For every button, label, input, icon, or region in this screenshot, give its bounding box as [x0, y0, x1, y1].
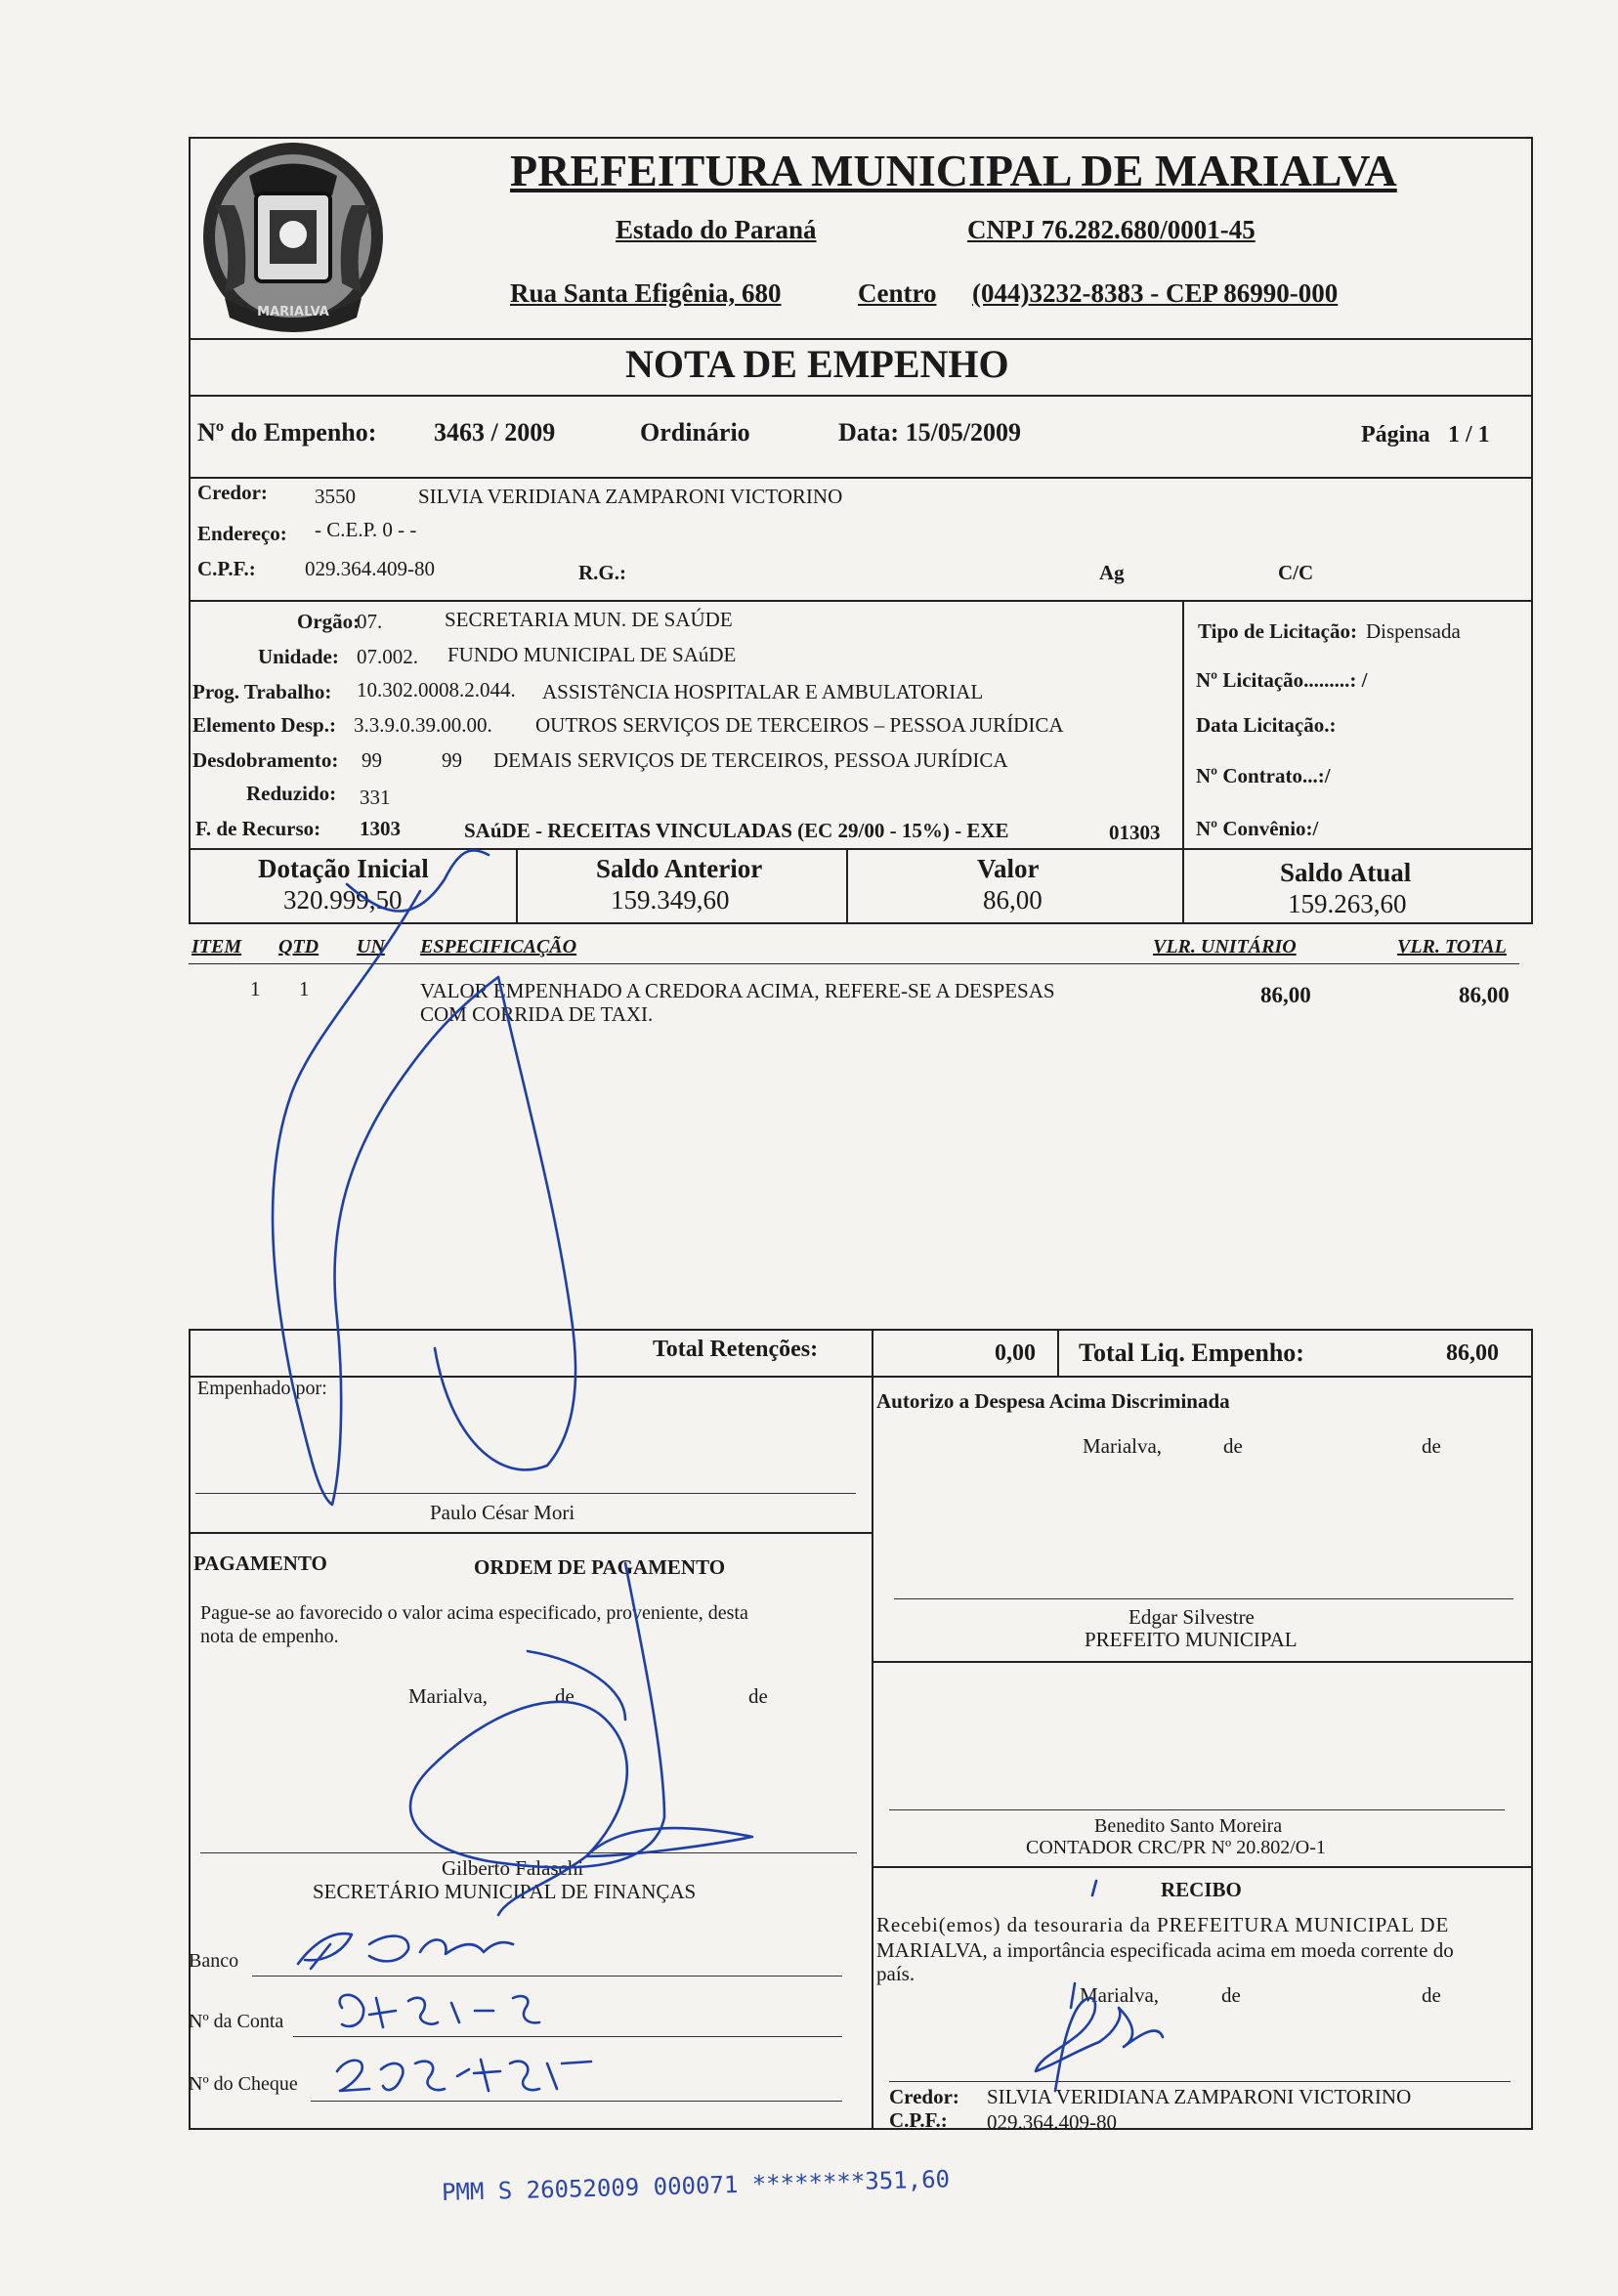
contador-role: CONTADOR CRC/PR Nº 20.802/O-1: [1026, 1837, 1326, 1858]
page-label: Página: [1361, 422, 1430, 447]
licitacao-convenio: Nº Convênio:/: [1196, 817, 1319, 840]
header-cnpj: CNPJ 76.282.680/0001-45: [967, 215, 1256, 244]
page-number: 1 / 1: [1448, 422, 1490, 447]
pagamento-top-line: [189, 1532, 873, 1534]
total-retencoes-label: Total Retenções:: [653, 1337, 819, 1362]
desdobramento-code1: 99: [362, 748, 382, 772]
rg-label: R.G.:: [578, 561, 626, 584]
prog-label: Prog. Trabalho:: [192, 680, 332, 703]
autorizo-de2: de: [1422, 1434, 1441, 1458]
credor-label: Credor:: [197, 481, 268, 504]
fonte-name: SAúDE - RECEITAS VINCULADAS (EC 29/00 - 15%) - EXE: [464, 819, 1009, 842]
prefeito-role: PREFEITO MUNICIPAL: [1085, 1628, 1298, 1651]
coat-of-arms-logo: [195, 137, 391, 337]
empenhado-label: Empenhado por:: [197, 1378, 327, 1399]
header-title: PREFEITURA MUNICIPAL DE MARIALVA: [510, 146, 1397, 195]
licitacao-data: Data Licitação.:: [1196, 713, 1337, 737]
endereco-label: Endereço:: [197, 522, 287, 545]
pagamento-de1: de: [555, 1684, 575, 1708]
autorizo-title: Autorizo a Despesa Acima Discriminada: [876, 1389, 1230, 1413]
values-div1: [516, 848, 518, 924]
unidade-code: 07.002.: [357, 645, 418, 668]
elemento-name: OUTROS SERVIÇOS DE TERCEIROS – PESSOA JURÍDICA: [535, 713, 1064, 737]
contador-signature-line: [889, 1809, 1505, 1810]
banco-label: Banco: [189, 1950, 239, 1972]
valor-label: Valor: [977, 854, 1040, 883]
doc-title: NOTA DE EMPENHO: [625, 342, 1009, 386]
ag-label: Ag: [1099, 561, 1125, 584]
ordem-pagamento: ORDEM DE PAGAMENTO: [474, 1555, 726, 1579]
header-street: Rua Santa Efigênia, 680: [510, 278, 782, 308]
lower-divider: [872, 1376, 873, 2130]
recibo-de1: de: [1221, 1983, 1241, 2007]
item-1-desc2: COM CORRIDA DE TAXI.: [420, 1002, 654, 1026]
values-div3: [1182, 848, 1184, 924]
prefeito-name: Edgar Silvestre: [1128, 1605, 1255, 1629]
reduzido-value: 331: [360, 786, 391, 809]
col-vlr-total: VLR. TOTAL: [1397, 936, 1507, 957]
empenho-date: Data: 15/05/2009: [838, 418, 1022, 446]
desdobramento-name: DEMAIS SERVIÇOS DE TERCEIROS, PESSOA JURÍDICA: [493, 748, 1008, 772]
autorizo-place: Marialva,: [1083, 1434, 1163, 1458]
contador-name: Benedito Santo Moreira: [1094, 1815, 1283, 1837]
header-state: Estado do Paraná: [616, 215, 817, 244]
empenhado-signature-line: [195, 1493, 856, 1494]
values-div2: [846, 848, 848, 924]
recibo-place: Marialva,: [1080, 1983, 1160, 2007]
total-liq-label: Total Liq. Empenho:: [1079, 1339, 1304, 1367]
licitacao-tipo-label: Tipo de Licitação:: [1198, 619, 1357, 643]
item-1-vlr-total: 86,00: [1459, 983, 1510, 1007]
bank-stamp: PMM S 26052009 000071 ********351,60: [441, 2165, 951, 2206]
elemento-code: 3.3.9.0.39.00.00.: [354, 713, 492, 737]
pagamento-text2: nota de empenho.: [200, 1626, 339, 1647]
item-1-vlr-unit: 86,00: [1260, 983, 1311, 1007]
empenho-number: 3463 / 2009: [434, 418, 556, 446]
fonte-code: 1303: [360, 817, 401, 840]
svg-text:MARIALVA: MARIALVA: [257, 305, 329, 319]
cc-label: C/C: [1278, 561, 1314, 584]
fonte-label: F. de Recurso:: [195, 817, 321, 840]
desdobramento-code2: 99: [442, 748, 462, 772]
licitacao-contrato: Nº Contrato...:/: [1196, 764, 1331, 787]
secretario-signature-line: [200, 1852, 857, 1853]
credor-code: 3550: [315, 485, 356, 508]
prog-code: 10.302.0008.2.044.: [357, 678, 516, 702]
recibo-de2: de: [1422, 1983, 1441, 2007]
secretario-name: Gilberto Falaschi: [442, 1856, 584, 1880]
saldo-anterior-label: Saldo Anterior: [596, 854, 763, 883]
col-item: ITEM: [192, 936, 242, 957]
orgao-label: Orgão:: [297, 610, 361, 633]
saldo-atual-label: Saldo Atual: [1280, 858, 1412, 887]
dotacao-label: Dotação Inicial: [258, 854, 429, 883]
cheque-label: Nº do Cheque: [189, 2073, 298, 2095]
item-1-desc1: VALOR EMPENHADO A CREDORA ACIMA, REFERE-SE A DESPESAS: [420, 979, 1055, 1002]
header-phone-cep: (044)3232-8383 - CEP 86990-000: [972, 278, 1339, 308]
saldo-anterior-value: 159.349,60: [611, 885, 730, 914]
recibo-cpf-label: C.P.F.:: [889, 2108, 948, 2132]
credor-name: SILVIA VERIDIANA ZAMPARONI VICTORINO: [418, 485, 843, 508]
recibo-title: RECIBO: [1161, 1878, 1242, 1901]
recibo-text1: Recebi(emos) da tesouraria da PREFEITURA MUNICIPAL DE: [876, 1913, 1450, 1936]
contador-top-line: [872, 1661, 1533, 1663]
dotacao-value: 320.999,50: [283, 885, 403, 914]
recibo-cpf-value: 029.364.409-80: [987, 2110, 1117, 2134]
totals-div2: [1057, 1329, 1059, 1378]
col-qtd: QTD: [278, 936, 319, 957]
fonte-number: 01303: [1109, 821, 1161, 844]
col-especificacao: ESPECIFICAÇÃO: [420, 936, 577, 957]
autorizo-de1: de: [1223, 1434, 1243, 1458]
cheque-line: [311, 2101, 842, 2102]
conta-line: [293, 2036, 842, 2037]
orgao-name: SECRETARIA MUN. DE SAÚDE: [445, 608, 733, 631]
prefeito-signature-line: [894, 1598, 1513, 1599]
recibo-credor-label: Credor:: [889, 2085, 959, 2108]
items-header-line: [189, 963, 1519, 964]
empenhado-name: Paulo César Mori: [430, 1501, 575, 1524]
pagamento-de2: de: [748, 1684, 768, 1708]
total-retencoes-value: 0,00: [995, 1340, 1036, 1366]
item-1-qtd: 1: [299, 977, 310, 1000]
endereco-value: - C.E.P. 0 - -: [315, 518, 417, 541]
pagamento-text1: Pague-se ao favorecido o valor acima especificado, proveniente, desta: [200, 1602, 748, 1624]
recibo-text3: país.: [876, 1962, 915, 1985]
recibo-top-line: [872, 1866, 1533, 1868]
lower-frame: [189, 1376, 1533, 2130]
saldo-atual-value: 159.263,60: [1288, 889, 1407, 918]
banco-line: [252, 1976, 842, 1977]
conta-label: Nº da Conta: [189, 2011, 284, 2032]
total-liq-value: 86,00: [1446, 1340, 1499, 1366]
prog-name: ASSISTêNCIA HOSPITALAR E AMBULATORIAL: [542, 680, 984, 703]
recibo-signature-line: [889, 2081, 1511, 2082]
licitacao-tipo: Dispensada: [1366, 619, 1461, 643]
licitacao-numero: Nº Licitação.........: /: [1196, 668, 1368, 692]
recibo-text2: MARIALVA, a importância especificada acima em moeda corrente do: [876, 1938, 1454, 1962]
header-district: Centro: [858, 278, 937, 308]
reduzido-label: Reduzido:: [246, 782, 337, 805]
empenho-type: Ordinário: [640, 418, 750, 446]
elemento-label: Elemento Desp.:: [192, 713, 336, 737]
pagamento-place: Marialva,: [408, 1684, 489, 1708]
totals-box: [189, 1329, 1533, 1378]
desdobramento-label: Desdobramento:: [192, 748, 339, 772]
valor-value: 86,00: [983, 885, 1043, 914]
orgao-code: 07.: [357, 610, 383, 633]
pagamento-title: PAGAMENTO: [193, 1552, 327, 1575]
unidade-label: Unidade:: [258, 645, 339, 668]
budget-divider: [1182, 600, 1184, 850]
totals-div1: [872, 1329, 873, 1378]
col-un: UN: [357, 936, 385, 957]
item-1-number: 1: [250, 977, 261, 1000]
col-vlr-unitario: VLR. UNITÁRIO: [1153, 936, 1297, 957]
unidade-name: FUNDO MUNICIPAL DE SAúDE: [447, 643, 737, 666]
empenho-label: Nº do Empenho:: [197, 418, 377, 446]
cpf-value: 029.364.409-80: [305, 557, 435, 580]
secretario-role: SECRETÁRIO MUNICIPAL DE FINANÇAS: [313, 1880, 697, 1903]
recibo-credor-name: SILVIA VERIDIANA ZAMPARONI VICTORINO: [987, 2085, 1412, 2108]
cpf-label: C.P.F.:: [197, 557, 256, 580]
